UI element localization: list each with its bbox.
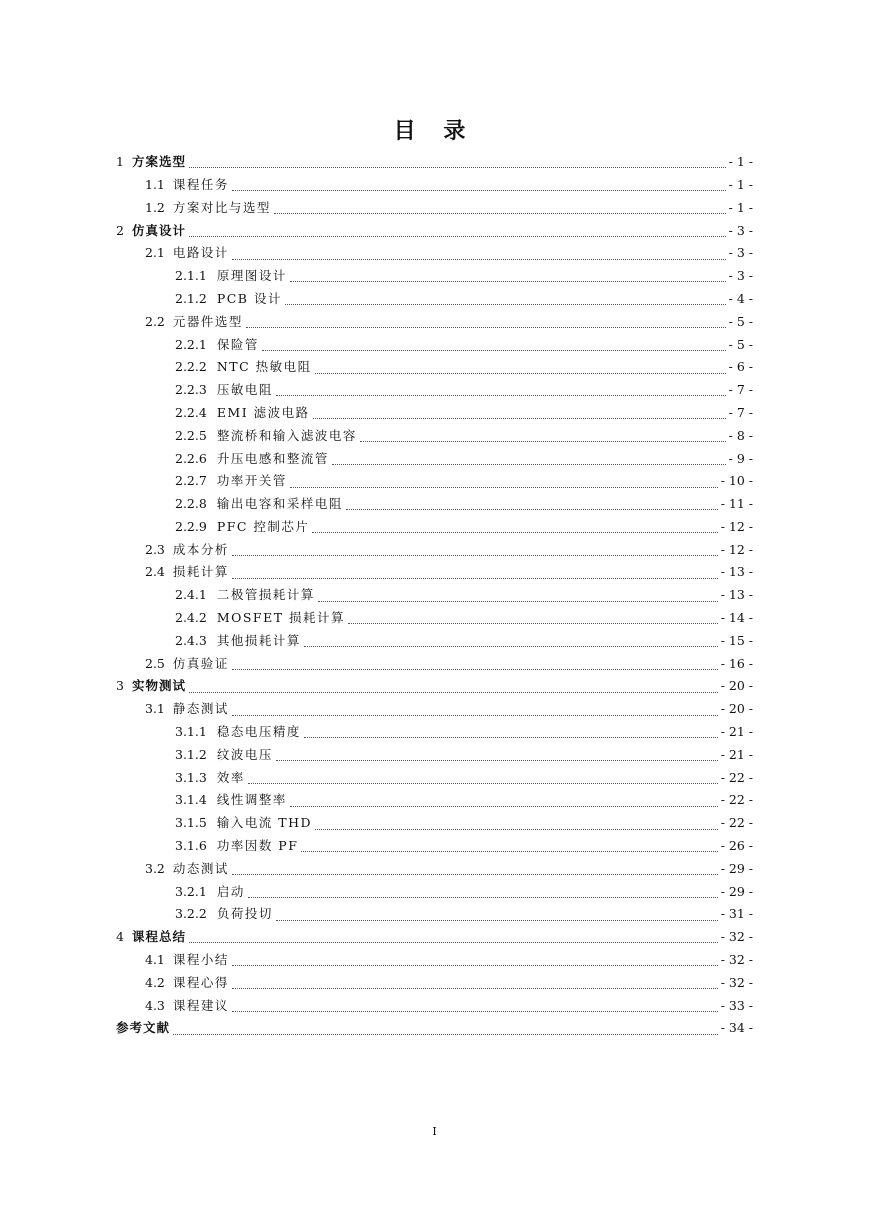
toc-entry-title: 功率开关管 [216,473,287,489]
toc-entry[interactable] [0,767,869,790]
toc-entry-number: 3.1.3 [175,769,207,785]
toc-entry-page: - 3 - [728,245,753,261]
toc-entry[interactable] [0,972,869,995]
toc-entry-page: - 21 - [720,746,753,762]
dot-leader [290,805,718,807]
dot-leader [315,828,718,830]
toc-entry-page: - 34 - [720,1020,753,1036]
toc-entry[interactable] [0,994,869,1017]
toc-entry-title: 其他损耗计算 [216,632,301,648]
toc-entry-number: 2.4 [145,564,165,580]
toc-entry-page: - 12 - [720,518,753,534]
toc-entry[interactable] [0,516,869,539]
toc-entry-title: 启动 [216,883,245,899]
dot-leader [301,850,717,852]
toc-entry-title: 线性调整率 [216,792,287,808]
toc-entry-page: - 32 - [720,952,753,968]
toc-entry[interactable] [0,288,869,311]
dot-leader [313,417,726,419]
toc-entry[interactable] [0,653,869,676]
toc-entry[interactable] [0,1017,869,1040]
toc-entry-number: 2.2.4 [175,404,207,420]
toc-entry[interactable] [0,698,869,721]
toc-entry[interactable] [0,447,869,470]
toc-entry[interactable] [0,903,869,926]
dot-leader [248,782,718,784]
toc-entry[interactable] [0,402,869,425]
toc-entry[interactable] [0,881,869,904]
toc-entry-title: 升压电感和整流管 [216,450,329,466]
toc-entry-page: - 9 - [728,450,753,466]
toc-entry-number: 1.2 [145,199,165,215]
toc-entry[interactable] [0,379,869,402]
toc-entry-title: 仿真设计 [131,222,186,238]
toc-entry[interactable] [0,789,869,812]
dot-leader [290,486,718,488]
toc-entry[interactable] [0,949,869,972]
toc-entry-page: - 5 - [728,313,753,329]
toc-entry-title: 输入电流 THD [216,815,313,831]
toc-entry-number: 2.4.3 [175,632,207,648]
toc-entry-page: - 10 - [720,473,753,489]
toc-entry-page: - 22 - [720,769,753,785]
toc-entry-page: - 22 - [720,792,753,808]
toc-entry-number: 3.2.1 [175,883,207,899]
toc-entry-page: - 1 - [728,176,753,192]
toc-entry-title: 保险管 [216,336,259,352]
dot-leader [232,873,718,875]
toc-entry-title: EMI 滤波电路 [216,404,310,420]
toc-entry[interactable] [0,425,869,448]
page-title: 目 录 [393,119,476,144]
toc-entry-number: 3 [116,678,124,694]
dot-leader [290,280,726,282]
table-of-contents [0,151,869,1040]
toc-entry[interactable] [0,630,869,653]
toc-entry-title: 实物测试 [131,678,186,694]
toc-entry-title: 课程建议 [172,997,229,1013]
toc-entry-title: 课程总结 [131,929,186,945]
toc-entry-page: - 3 - [728,222,753,238]
toc-entry-number: 2.3 [145,541,165,557]
toc-entry-page: - 1 - [728,199,753,215]
dot-leader [360,440,726,442]
toc-entry-number: 3.1.4 [175,792,207,808]
toc-entry[interactable] [0,493,869,516]
toc-entry[interactable] [0,470,869,493]
toc-entry-number: 2.2.3 [175,382,207,398]
toc-entry-title: 纹波电压 [216,746,273,762]
toc-entry-number: 1 [116,154,124,170]
toc-entry-page: - 29 - [720,883,753,899]
dot-leader [189,235,726,237]
toc-entry-title: NTC 热敏电阻 [216,359,312,375]
dot-leader [248,896,718,898]
toc-entry-number: 2.2.1 [175,336,207,352]
dot-leader [304,736,718,738]
toc-entry-page: - 1 - [728,154,753,170]
toc-entry-title: 原理图设计 [216,268,287,284]
toc-entry-page: - 5 - [728,336,753,352]
dot-leader [189,691,718,693]
toc-entry-page: - 21 - [720,724,753,740]
toc-entry-page: - 29 - [720,860,753,876]
toc-entry-title: 输出电容和采样电阻 [216,496,343,512]
toc-entry-page: - 22 - [720,815,753,831]
toc-entry-number: 2.2.9 [175,518,207,534]
toc-entry-title: 压敏电阻 [216,382,273,398]
toc-entry-number: 2.1 [145,245,165,261]
toc-entry-number: 2.1.1 [175,268,207,284]
toc-entry-title: 课程任务 [172,176,229,192]
dot-leader [348,622,718,624]
toc-entry-title: 成本分析 [172,541,229,557]
toc-entry-page: - 33 - [720,997,753,1013]
toc-entry-title: 整流桥和输入滤波电容 [216,427,357,443]
toc-entry[interactable] [0,926,869,949]
toc-entry-title: 课程小结 [172,952,229,968]
toc-entry-page: - 20 - [720,701,753,717]
dot-leader [232,189,726,191]
toc-entry[interactable] [0,219,869,242]
toc-entry[interactable] [0,561,869,584]
toc-entry-number: 3.1 [145,701,165,717]
toc-entry-number: 2.2.8 [175,496,207,512]
toc-entry-title: 方案对比与选型 [172,199,271,215]
toc-entry-title: 功率因数 PF [216,838,299,854]
toc-entry-number: 2.5 [145,655,165,671]
toc-entry[interactable] [0,197,869,220]
toc-entry-number: 2.2 [145,313,165,329]
toc-entry[interactable] [0,744,869,767]
toc-entry[interactable] [0,265,869,288]
toc-entry-title: PCB 设计 [216,290,282,306]
dot-leader [276,759,718,761]
dot-leader [276,394,726,396]
toc-entry-number: 2.4.2 [175,610,207,626]
toc-entry[interactable] [0,311,869,334]
toc-entry-title: 效率 [216,769,245,785]
toc-entry[interactable] [0,584,869,607]
toc-entry-page: - 11 - [720,496,753,512]
toc-entry-number: 3.2.2 [175,906,207,922]
toc-entry-title: 二极管损耗计算 [216,587,315,603]
dot-leader [285,303,726,305]
toc-entry[interactable] [0,333,869,356]
toc-entry-page: - 13 - [720,587,753,603]
toc-entry-page: - 16 - [720,655,753,671]
dot-leader [315,372,726,374]
toc-entry-page: - 14 - [720,610,753,626]
toc-entry-title: 负荷投切 [216,906,273,922]
dot-leader [189,941,718,943]
toc-entry-page: - 4 - [728,290,753,306]
toc-entry-page: - 20 - [720,678,753,694]
toc-entry-title: 稳态电压精度 [216,724,301,740]
toc-entry[interactable] [0,242,869,265]
dot-leader [262,349,726,351]
dot-leader [232,987,718,989]
toc-entry[interactable] [0,607,869,630]
dot-leader [189,166,726,168]
toc-entry-number: 4.3 [145,997,165,1013]
toc-entry[interactable] [0,539,869,562]
toc-entry-number: 4.2 [145,974,165,990]
toc-entry-number: 3.2 [145,860,165,876]
toc-entry-title: 动态测试 [172,860,229,876]
toc-entry-page: - 7 - [728,382,753,398]
toc-entry-page: - 32 - [720,974,753,990]
toc-entry[interactable] [0,151,869,174]
toc-entry-page: - 8 - [728,427,753,443]
toc-entry-number: 2.2.7 [175,473,207,489]
dot-leader [246,326,726,328]
toc-entry-title: 课程心得 [172,974,229,990]
page-number: I [432,1125,437,1138]
dot-leader [232,964,718,966]
dot-leader [318,600,718,602]
dot-leader [232,668,718,670]
toc-entry[interactable] [0,835,869,858]
toc-entry-page: - 6 - [728,359,753,375]
toc-entry-title: 仿真验证 [172,655,229,671]
dot-leader [346,508,718,510]
toc-entry-number: 1.1 [145,176,165,192]
toc-entry[interactable] [0,356,869,379]
toc-entry-title: 电路设计 [172,245,229,261]
toc-entry-number: 2.1.2 [175,290,207,306]
toc-entry-number: 2.2.6 [175,450,207,466]
toc-entry-title: 参考文献 [116,1020,171,1036]
toc-entry-title: 损耗计算 [172,564,229,580]
toc-entry-number: 2.4.1 [175,587,207,603]
dot-leader [304,645,718,647]
toc-entry-number: 4.1 [145,952,165,968]
dot-leader [276,919,718,921]
dot-leader [232,714,718,716]
toc-entry-page: - 12 - [720,541,753,557]
dot-leader [232,1010,718,1012]
toc-entry-title: 元器件选型 [172,313,243,329]
toc-entry-number: 4 [116,929,124,945]
toc-entry-title: PFC 控制芯片 [216,518,310,534]
dot-leader [173,1033,718,1035]
toc-entry-number: 3.1.5 [175,815,207,831]
toc-entry-title: 方案选型 [131,154,186,170]
dot-leader [274,212,726,214]
toc-entry[interactable] [0,174,869,197]
dot-leader [332,463,726,465]
toc-entry-number: 2.2.2 [175,359,207,375]
toc-entry-page: - 3 - [728,268,753,284]
dot-leader [232,577,718,579]
toc-entry[interactable] [0,721,869,744]
dot-leader [312,531,717,533]
toc-entry[interactable] [0,675,869,698]
toc-entry-number: 2 [116,222,124,238]
dot-leader [232,258,726,260]
toc-entry-page: - 26 - [720,838,753,854]
toc-entry-page: - 15 - [720,632,753,648]
dot-leader [232,554,718,556]
toc-entry-title: MOSFET 损耗计算 [216,610,346,626]
toc-entry-title: 静态测试 [172,701,229,717]
toc-entry-number: 3.1.6 [175,838,207,854]
toc-entry-number: 2.2.5 [175,427,207,443]
toc-entry-page: - 31 - [720,906,753,922]
toc-entry[interactable] [0,812,869,835]
toc-entry[interactable] [0,858,869,881]
toc-entry-page: - 13 - [720,564,753,580]
toc-entry-number: 3.1.2 [175,746,207,762]
toc-entry-number: 3.1.1 [175,724,207,740]
toc-entry-page: - 32 - [720,929,753,945]
toc-entry-page: - 7 - [728,404,753,420]
